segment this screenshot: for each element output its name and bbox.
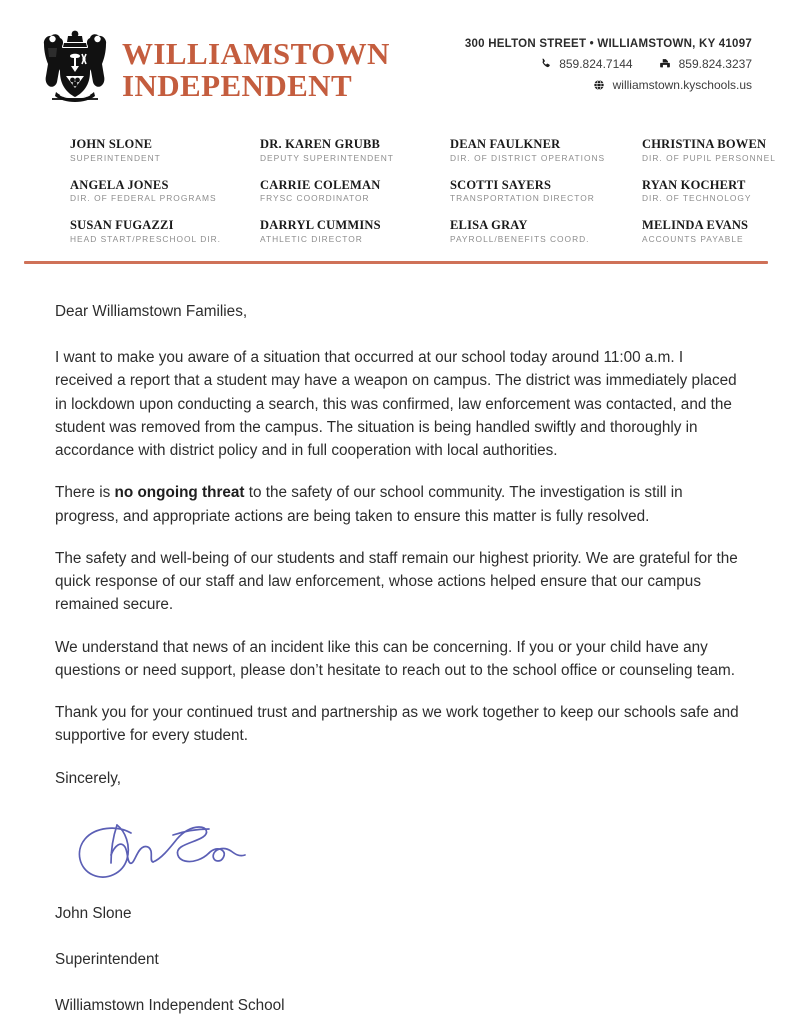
signature-block — [55, 809, 744, 891]
staff-title: ATHLETIC DIRECTOR — [260, 234, 363, 245]
brand-block — [24, 30, 390, 110]
website-url[interactable]: williamstown.kyschools.us — [612, 78, 752, 92]
staff-entry — [642, 178, 792, 205]
staff-entry — [70, 137, 260, 164]
staff-name: DR. KAREN GRUBB — [260, 137, 381, 151]
signature-image — [73, 819, 258, 891]
signer-title: Superintendent — [55, 950, 159, 968]
staff-entry — [70, 178, 260, 205]
staff-title: TRANSPORTATION DIRECTOR — [450, 193, 595, 204]
paragraph-2 — [55, 481, 744, 528]
paragraph-4: We understand that news of an incident like this can be concerning. If you or your child have any questions or need support, please don’t hesitate to reach out to the school office or counseling team. — [55, 638, 736, 679]
staff-name: CHRISTINA BOWEN — [642, 137, 767, 151]
letterhead — [0, 0, 792, 245]
fax-icon — [659, 58, 672, 71]
brand-line-2: INDEPENDENT — [122, 68, 353, 103]
phone-icon — [539, 58, 552, 71]
staff-title: SUPERINTENDENT — [70, 152, 161, 163]
signer-organization: Williamstown Independent School — [55, 996, 285, 1014]
staff-title: PAYROLL/BENEFITS COORD. — [450, 234, 590, 245]
closing: Sincerely, — [55, 769, 122, 787]
school-crest-icon — [42, 30, 108, 110]
staff-entry — [260, 137, 450, 164]
staff-title: FRYSC COORDINATOR — [260, 193, 370, 204]
paragraph-2-before: There is — [55, 484, 115, 502]
staff-name: ELISA GRAY — [450, 218, 528, 233]
paragraph-3: The safety and well-being of our students and staff remain our highest priority. We are grateful for the quick response of our staff and law enforcement, whose actions helped ensure that our campus remained secure. — [55, 549, 738, 614]
staff-name: SUSAN FUGAZZI — [70, 218, 174, 233]
school-name — [122, 38, 390, 101]
staff-name: RYAN KOCHERT — [642, 177, 746, 192]
staff-directory — [24, 137, 776, 245]
staff-title: DIR. OF FEDERAL PROGRAMS — [70, 193, 217, 204]
staff-entry — [450, 178, 642, 205]
staff-title: DIR. OF TECHNOLOGY — [642, 193, 752, 204]
staff-name: DARRYL CUMMINS — [260, 218, 381, 233]
signer-block — [55, 903, 744, 1018]
staff-title: HEAD START/PRESCHOOL DIR. — [70, 234, 221, 245]
staff-title: DIR. OF DISTRICT OPERATIONS — [450, 152, 606, 163]
staff-name: CARRIE COLEMAN — [260, 177, 381, 192]
staff-entry — [642, 137, 792, 164]
staff-name: DEAN FAULKNER — [450, 137, 561, 151]
letter-body — [0, 264, 792, 1018]
staff-entry — [450, 137, 642, 164]
staff-entry — [260, 178, 450, 205]
letterhead-top-row — [24, 30, 768, 110]
staff-entry — [70, 218, 260, 245]
staff-name: MELINDA EVANS — [642, 218, 749, 233]
address-line: 300 HELTON STREET • WILLIAMSTOWN, KY 41097 — [464, 38, 752, 50]
staff-name: ANGELA JONES — [70, 177, 169, 192]
website-row — [465, 78, 752, 92]
staff-name: JOHN SLONE — [70, 137, 153, 151]
brand-line-1: WILLIAMSTOWN — [122, 36, 390, 72]
staff-title: DEPUTY SUPERINTENDENT — [260, 152, 394, 163]
fax-info — [659, 57, 752, 71]
staff-title: ACCOUNTS PAYABLE — [642, 234, 744, 245]
globe-icon — [593, 79, 606, 92]
staff-title: DIR. OF PUPIL PERSONNEL — [642, 152, 776, 163]
phone-fax-row — [465, 57, 752, 71]
salutation: Dear Williamstown Families, — [55, 302, 248, 320]
paragraph-2-emphasis: no ongoing threat — [114, 484, 245, 502]
fax-number: 859.824.3237 — [678, 57, 752, 71]
staff-entry — [260, 218, 450, 245]
phone-info — [539, 57, 632, 71]
paragraph-1: I want to make you aware of a situation that occurred at our school today around 11:00 a.m. I received a report that a student may have a weapon on campus. The district was immediately placed in lockdown upon conducting a search, this was confirmed, law enforcement was contacted, and the student was removed from the campus. The situation is being handled swiftly and thoroughly in accordance with district policy and in full cooperation with local authorities. — [55, 349, 737, 460]
staff-name: SCOTTI SAYERS — [450, 177, 552, 192]
paragraph-5: Thank you for your continued trust and partnership as we work together to keep our schools safe and supportive for every student. — [55, 704, 739, 745]
staff-entry — [450, 218, 642, 245]
contact-info — [465, 30, 768, 92]
paragraph-2-after: to the safety of our school community. The investigation is still in progress, and appropriate actions are being taken to ensure this matter is fully resolved. — [55, 484, 683, 525]
phone-number: 859.824.7144 — [559, 57, 633, 71]
staff-entry — [642, 218, 792, 245]
signer-name: John Slone — [55, 904, 132, 922]
